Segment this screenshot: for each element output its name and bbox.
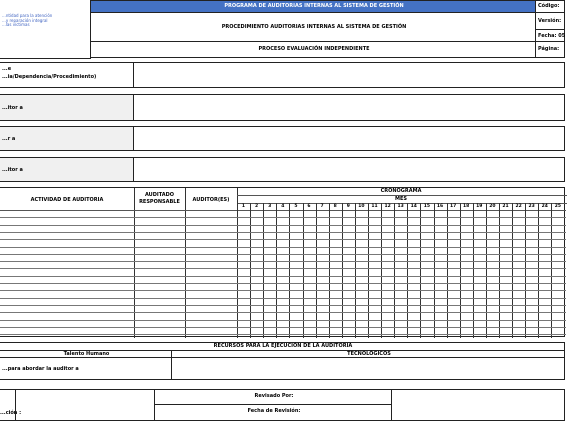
day-column-divider (486, 203, 487, 338)
row-divider (0, 210, 566, 211)
mes-header: MES (395, 196, 407, 202)
cronograma-header: CRONOGRAMA (380, 188, 422, 194)
day-number: 13 (397, 204, 404, 209)
day-number: 23 (528, 204, 535, 209)
resources-row-label: ...para abordar la auditor a (2, 366, 79, 372)
day-number: 11 (371, 204, 378, 209)
info-label-cell (0, 62, 134, 88)
day-column-divider (368, 203, 369, 338)
info-value-field[interactable] (133, 157, 565, 182)
day-column-divider (237, 203, 238, 338)
day-number: 17 (449, 204, 457, 209)
info-label: ...r a (2, 136, 16, 142)
tecnologicos-header: TECNOLÓGICOS (347, 351, 391, 357)
day-number: 6 (307, 204, 311, 209)
day-number: 8 (333, 204, 337, 209)
day-column-divider (512, 203, 513, 338)
day-number: 25 (554, 204, 562, 209)
table-row-divider (0, 305, 566, 306)
day-number: 12 (384, 204, 391, 209)
col-header-auditado: AUDITADO RESPONSABLE (139, 192, 180, 205)
logo-line: ...y reparación integral (2, 17, 48, 23)
row-divider (237, 195, 567, 196)
revisado-value-field[interactable] (391, 389, 565, 421)
info-value-field[interactable] (133, 62, 565, 88)
day-number: 16 (436, 204, 444, 209)
logo-line: ...las víctimas (2, 22, 30, 27)
day-number: 1 (241, 204, 246, 209)
day-number: 7 (320, 204, 324, 209)
footer-left-cell (0, 389, 22, 421)
info-label: ...e (2, 66, 12, 72)
day-number: 10 (358, 204, 365, 209)
info-label: ...ia/Dependencia/Procedimiento) (2, 74, 97, 80)
day-column-divider (263, 203, 264, 338)
day-number: 21 (502, 204, 509, 209)
logo-cell (0, 0, 91, 59)
version-cell (535, 12, 565, 30)
version-label: Versión: (538, 18, 562, 24)
col-header-activity: ACTIVIDAD DE AUDITORIA (30, 197, 104, 203)
table-row-divider (0, 320, 566, 321)
procedure-title: PROCEDIMIENTO AUDITORIAS INTERNAS AL SISTEMA DE GESTIÓN (221, 24, 407, 30)
day-column-divider (434, 203, 435, 338)
day-column-divider (329, 203, 330, 338)
info-label-cell (0, 157, 134, 182)
day-number: 9 (346, 204, 350, 209)
program-title: PROGRAMA DE AUDITORIAS INTERNAS AL SISTEMA DE GESTIÓN (224, 3, 404, 9)
info-label-cell (0, 94, 134, 121)
table-row-divider (0, 334, 566, 335)
codigo-label: Código: (538, 3, 560, 9)
day-column-divider (394, 203, 395, 338)
activity-table (0, 187, 565, 337)
revisado-label: Revisado Por: (254, 393, 294, 399)
day-number: 15 (423, 204, 431, 209)
table-row-divider (0, 247, 566, 248)
table-row-divider (0, 261, 566, 262)
day-number: 2 (255, 204, 259, 209)
day-column-divider (289, 203, 290, 338)
day-column-divider (499, 203, 500, 338)
logo-line: ...ntidad para la atención (2, 13, 53, 18)
logo-text (2, 14, 82, 28)
day-column-divider (447, 203, 448, 338)
table-row-divider (0, 290, 566, 291)
footer-sign-field[interactable] (15, 389, 155, 421)
day-number: 3 (268, 204, 272, 209)
talento-header: Talento Humano (63, 351, 110, 357)
day-number: 4 (281, 204, 285, 209)
day-column-divider (538, 203, 539, 338)
process-cell (90, 41, 536, 58)
fecha-revision-cell (154, 404, 392, 421)
day-column-divider (473, 203, 474, 338)
tecnologicos-value-cell[interactable] (171, 357, 565, 380)
day-column-divider (420, 203, 421, 338)
table-row-divider (0, 276, 566, 277)
footer-left-label: ...ción : (0, 410, 22, 416)
day-column-divider (316, 203, 317, 338)
info-label: ...itor a (2, 105, 23, 111)
fecha-revision-label: Fecha de Revisión: (247, 408, 301, 414)
paginas-label: Página: (538, 46, 560, 52)
table-row-divider (0, 217, 566, 218)
table-row-divider (0, 239, 566, 240)
info-label: ...itor a (2, 167, 23, 173)
table-row-divider (0, 298, 566, 299)
day-number: 22 (515, 204, 522, 209)
day-column-divider (551, 203, 552, 338)
day-number: 24 (541, 204, 548, 209)
info-label-cell (0, 126, 134, 151)
table-row-divider (0, 225, 566, 226)
day-number: 14 (410, 204, 417, 209)
day-number: 5 (294, 204, 298, 209)
table-row-divider (0, 283, 566, 284)
day-number: 19 (476, 204, 483, 209)
revisado-cell (154, 389, 392, 405)
day-column-divider (381, 203, 382, 338)
day-number: 20 (489, 204, 496, 209)
resources-title: RECURSOS PARA LA EJECUCIÓN DE LA AUDITORIA (213, 343, 353, 349)
day-column-divider (525, 203, 526, 338)
day-column-divider (303, 203, 304, 338)
process-title: PROCESO EVALUACIÓN INDEPENDIENTE (258, 46, 370, 52)
table-row-divider (0, 268, 566, 269)
day-column-divider (355, 203, 356, 338)
table-row-divider (0, 312, 566, 313)
talento-value-cell[interactable] (0, 357, 172, 380)
info-value-field[interactable] (133, 126, 565, 151)
day-column-divider (342, 203, 343, 338)
procedure-cell (90, 12, 536, 42)
table-row-divider (0, 254, 566, 255)
table-row-divider (0, 232, 566, 233)
fecha-label: Fecha: 05 (538, 33, 566, 39)
day-column-divider (276, 203, 277, 338)
info-value-field[interactable] (133, 94, 565, 121)
table-row-divider (0, 327, 566, 328)
day-column-divider (407, 203, 408, 338)
day-column-divider (250, 203, 251, 338)
day-number: 18 (463, 204, 470, 209)
paginas-cell (535, 41, 565, 58)
day-column-divider (460, 203, 461, 338)
col-header-auditor: AUDITOR(ES) (192, 197, 230, 203)
